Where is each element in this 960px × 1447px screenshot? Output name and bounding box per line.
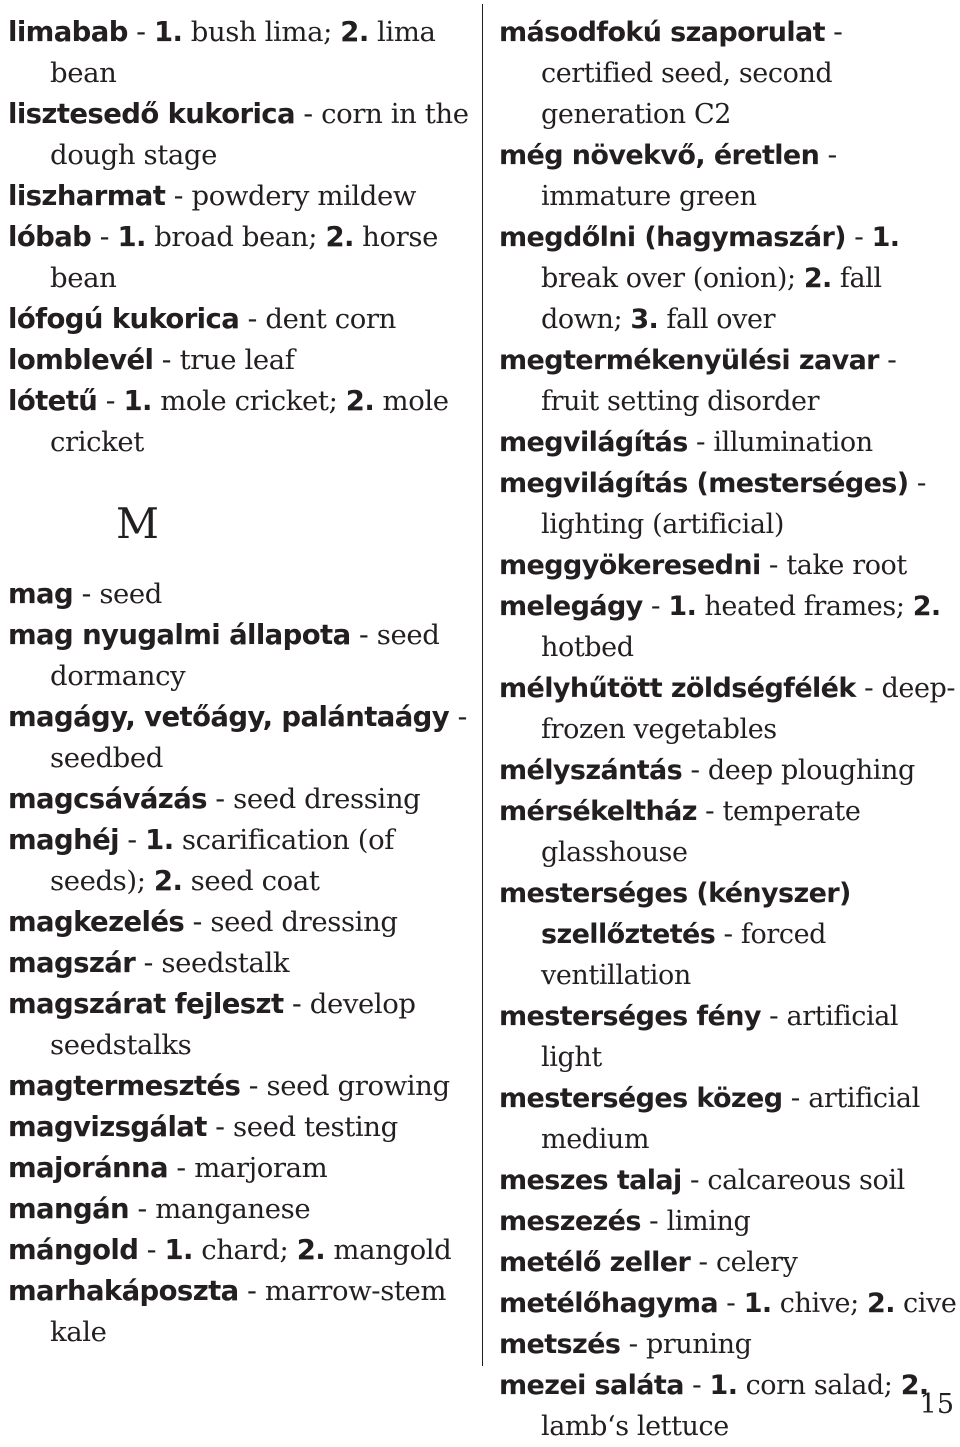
entry-definition: scarification (of seeds); — [50, 824, 395, 897]
entry-definition: artificial medium — [541, 1083, 920, 1155]
dictionary-entry — [8, 1066, 470, 1107]
entry-separator: - — [681, 1165, 708, 1196]
entry-definition: immature green — [541, 181, 757, 212]
entry-definition: bush lima; — [182, 16, 341, 48]
dictionary-entry — [499, 422, 957, 463]
entry-definition: fall down; — [541, 263, 882, 335]
entry-separator: - — [350, 619, 377, 651]
dictionary-entry — [8, 1271, 470, 1353]
entry-term: megvilágítás (mesterséges) — [499, 468, 909, 499]
entry-separator: - — [782, 1083, 809, 1114]
entry-definition: deep-frozen vegetables — [541, 673, 956, 745]
entry-definition: chard; — [192, 1234, 297, 1266]
entry-definition: seed dormancy — [50, 619, 440, 692]
dictionary-entry — [499, 750, 957, 791]
entry-definition: seed coat — [182, 865, 320, 897]
entry-separator: - — [908, 468, 927, 499]
entry-term: mélyszántás — [499, 755, 683, 786]
entry-term: magágy, vetőágy, palántaágy — [8, 701, 450, 733]
sense-number: 2. — [803, 263, 832, 294]
entry-separator: - — [165, 180, 192, 212]
entry-definition: cive — [894, 1288, 957, 1319]
entry-definition: heated frames; — [696, 591, 913, 622]
entry-term: lótetű — [8, 385, 98, 417]
entry-term: mesterséges közeg — [499, 1083, 783, 1114]
entry-definition: powdery mildew — [191, 180, 416, 212]
entry-separator: - — [819, 140, 837, 171]
entry-term: magcsávázás — [8, 783, 207, 815]
entry-definition: horse bean — [50, 221, 438, 294]
entry-term: lófogú kukorica — [8, 303, 240, 335]
dictionary-entry — [8, 697, 470, 779]
sense-number: 2. — [912, 591, 941, 622]
entry-list-bottom — [8, 574, 470, 1353]
left-column — [8, 12, 470, 1353]
dictionary-entry — [499, 586, 957, 668]
entry-definition: corn salad; — [737, 1370, 901, 1401]
dictionary-entry — [8, 779, 470, 820]
dictionary-entry — [499, 545, 957, 586]
entry-definition: temperate glasshouse — [541, 796, 861, 868]
entry-term: metélőhagyma — [499, 1288, 718, 1319]
entry-definition: deep ploughing — [707, 755, 915, 786]
entry-term: magkezelés — [8, 906, 185, 938]
sense-number: 2. — [325, 221, 354, 253]
right-column — [499, 12, 957, 1447]
dictionary-entry — [499, 1365, 957, 1447]
column-divider — [482, 4, 483, 1366]
dictionary-entry — [499, 340, 957, 422]
entry-definition: dent corn — [265, 303, 396, 335]
entry-term: meggyökeresedni — [499, 550, 761, 581]
dictionary-entry — [499, 791, 957, 873]
entry-definition: take root — [786, 550, 907, 581]
sense-number: 1. — [117, 221, 146, 253]
entry-separator: - — [240, 1070, 267, 1102]
entry-definition: forced ventillation — [541, 919, 827, 991]
dictionary-entry — [499, 135, 957, 217]
sense-number: 2. — [340, 16, 369, 48]
entry-definition: calcareous soil — [707, 1165, 905, 1196]
sense-number: 2. — [867, 1288, 895, 1319]
entry-term: mesterséges (kényszer) szellőztetés — [499, 878, 851, 950]
dictionary-entry — [8, 820, 470, 902]
dictionary-entry — [8, 1107, 470, 1148]
entry-term: maghéj — [8, 824, 119, 856]
dictionary-entry — [499, 668, 957, 750]
dictionary-entry — [499, 1283, 957, 1324]
entry-definition: seed — [99, 578, 162, 610]
sense-number: 3. — [630, 304, 659, 335]
entry-term: lóbab — [8, 221, 92, 253]
entry-term: mag — [8, 578, 74, 610]
entry-separator: - — [683, 1370, 710, 1401]
entry-term: megdőlni (hagymaszár) — [499, 222, 846, 253]
entry-definition: seed testing — [233, 1111, 398, 1143]
entry-separator: - — [449, 701, 467, 733]
entry-definition: mangold — [325, 1234, 452, 1266]
entry-list-top — [8, 12, 470, 463]
entry-separator: - — [129, 1193, 156, 1225]
dictionary-entry — [8, 217, 470, 299]
dictionary-entry — [8, 381, 470, 463]
entry-term: mérsékeltház — [499, 796, 697, 827]
sense-number: 1. — [145, 824, 174, 856]
entry-term: metélő zeller — [499, 1247, 691, 1278]
entry-separator: - — [690, 1247, 716, 1278]
entry-term: liszharmat — [8, 180, 166, 212]
entry-separator: - — [760, 1001, 787, 1032]
sense-number: 2. — [900, 1370, 929, 1401]
entry-definition: seed dressing — [210, 906, 398, 938]
entry-separator: - — [167, 1152, 195, 1184]
sense-number: 2. — [296, 1234, 326, 1266]
entry-term: marhakáposzta — [8, 1275, 239, 1307]
dictionary-entry — [499, 12, 957, 135]
entry-term: mélyhűtött zöldségfélék — [499, 673, 856, 704]
entry-term: mangán — [8, 1193, 130, 1225]
dictionary-entry — [499, 463, 957, 545]
entry-definition: true leaf — [179, 344, 295, 376]
entry-definition: develop seedstalks — [50, 988, 416, 1061]
page-number: 15 — [919, 1389, 954, 1420]
entry-definition: corn in the dough stage — [50, 98, 469, 171]
entry-definition: hotbed — [541, 632, 634, 663]
entry-separator: - — [642, 591, 669, 622]
entry-definition: seedstalk — [161, 947, 290, 979]
entry-list-right — [499, 12, 957, 1447]
entry-definition: chive; — [771, 1288, 868, 1319]
entry-term: lomblevél — [8, 344, 154, 376]
sense-number: 1. — [709, 1370, 738, 1401]
entry-definition: mole cricket — [50, 385, 449, 458]
dictionary-entry — [499, 1078, 957, 1160]
entry-definition: certified seed, second generation C2 — [541, 58, 833, 130]
entry-separator: - — [845, 222, 872, 253]
entry-definition: artificial light — [541, 1001, 899, 1073]
entry-separator: - — [118, 824, 146, 856]
sense-number: 1. — [164, 1234, 193, 1266]
entry-definition: break over (onion); — [541, 263, 804, 294]
entry-separator: - — [640, 1206, 667, 1237]
entry-term: limabab — [8, 16, 128, 48]
entry-separator: - — [294, 98, 322, 130]
entry-definition: lima bean — [50, 16, 436, 89]
dictionary-entry — [8, 176, 470, 217]
sense-number: 1. — [123, 385, 152, 417]
dictionary-entry — [8, 340, 470, 381]
entry-term: megvilágítás — [499, 427, 688, 458]
entry-definition: celery — [715, 1247, 798, 1278]
entry-separator: - — [73, 578, 100, 610]
dictionary-entry — [8, 615, 470, 697]
dictionary-entry — [499, 217, 957, 340]
entry-definition: fruit setting disorder — [541, 386, 820, 417]
dictionary-entry — [8, 984, 470, 1066]
entry-definition: seedbed — [50, 742, 163, 774]
entry-term: meszezés — [499, 1206, 641, 1237]
entry-separator: - — [760, 550, 787, 581]
entry-separator: - — [855, 673, 882, 704]
entry-separator: - — [97, 385, 124, 417]
entry-separator: - — [184, 906, 211, 938]
sense-number: 1. — [154, 16, 183, 48]
entry-definition: illumination — [713, 427, 873, 458]
entry-separator: - — [696, 796, 723, 827]
entry-term: magtermesztés — [8, 1070, 241, 1102]
entry-definition: broad bean; — [145, 221, 326, 253]
entry-term: magszárat fejleszt — [8, 988, 284, 1020]
entry-separator: - — [138, 1234, 165, 1266]
dictionary-entry — [8, 12, 470, 94]
entry-separator: - — [239, 303, 266, 335]
entry-separator: - — [878, 345, 897, 376]
entry-definition: pruning — [646, 1329, 752, 1360]
entry-separator: - — [824, 17, 843, 48]
sense-number: 2. — [345, 385, 375, 417]
entry-separator: - — [682, 755, 708, 786]
entry-separator: - — [715, 919, 741, 950]
entry-separator: - — [206, 1111, 234, 1143]
entry-term: mesterséges fény — [499, 1001, 761, 1032]
entry-separator: - — [153, 344, 180, 376]
dictionary-entry — [499, 1160, 957, 1201]
entry-definition: fall over — [658, 304, 776, 335]
dictionary-entry — [8, 1148, 470, 1189]
section-letter: M — [116, 499, 160, 548]
dictionary-entry — [8, 943, 470, 984]
entry-separator: - — [283, 988, 310, 1020]
sense-number: 1. — [871, 222, 900, 253]
entry-term: mezei saláta — [499, 1370, 684, 1401]
entry-term: mag nyugalmi állapota — [8, 619, 351, 651]
entry-term: melegágy — [499, 591, 643, 622]
entry-separator: - — [206, 783, 234, 815]
entry-separator: - — [135, 947, 162, 979]
entry-term: mángold — [8, 1234, 139, 1266]
sense-number: 1. — [743, 1288, 772, 1319]
entry-term: lisztesedő kukorica — [8, 98, 295, 130]
sense-number: 2. — [153, 865, 183, 897]
entry-term: meszes talaj — [499, 1165, 682, 1196]
dictionary-entry — [499, 1324, 957, 1365]
dictionary-entry — [8, 94, 470, 176]
entry-term: magvizsgálat — [8, 1111, 207, 1143]
dictionary-entry — [8, 902, 470, 943]
dictionary-entry — [8, 299, 470, 340]
entry-separator: - — [718, 1288, 744, 1319]
entry-definition: manganese — [155, 1193, 311, 1225]
dictionary-entry — [499, 873, 957, 996]
entry-term: még növekvő, éretlen — [499, 140, 820, 171]
entry-separator: - — [687, 427, 714, 458]
dictionary-entry — [499, 1201, 957, 1242]
entry-definition: lamb‘s lettuce — [541, 1411, 729, 1442]
entry-definition: marjoram — [194, 1152, 328, 1184]
sense-number: 1. — [668, 591, 697, 622]
entry-term: megtermékenyülési zavar — [499, 345, 879, 376]
entry-definition: seed growing — [266, 1070, 450, 1102]
entry-term: magszár — [8, 947, 136, 979]
entry-definition: marrow-stem kale — [50, 1275, 447, 1348]
entry-term: metszés — [499, 1329, 621, 1360]
entry-definition: mole cricket; — [151, 385, 346, 417]
entry-separator: - — [127, 16, 155, 48]
dictionary-entry — [499, 1242, 957, 1283]
entry-definition: lighting (artificial) — [541, 509, 784, 540]
entry-separator: - — [91, 221, 118, 253]
dictionary-entry — [499, 996, 957, 1078]
entry-definition: liming — [666, 1206, 751, 1237]
entry-separator: - — [238, 1275, 265, 1307]
entry-definition: seed dressing — [233, 783, 421, 815]
dictionary-entry — [8, 574, 470, 615]
dictionary-entry — [8, 1189, 470, 1230]
dictionary-entry — [8, 1230, 470, 1271]
entry-term: majoránna — [8, 1152, 168, 1184]
entry-separator: - — [620, 1329, 647, 1360]
entry-term: másodfokú szaporulat — [499, 17, 825, 48]
